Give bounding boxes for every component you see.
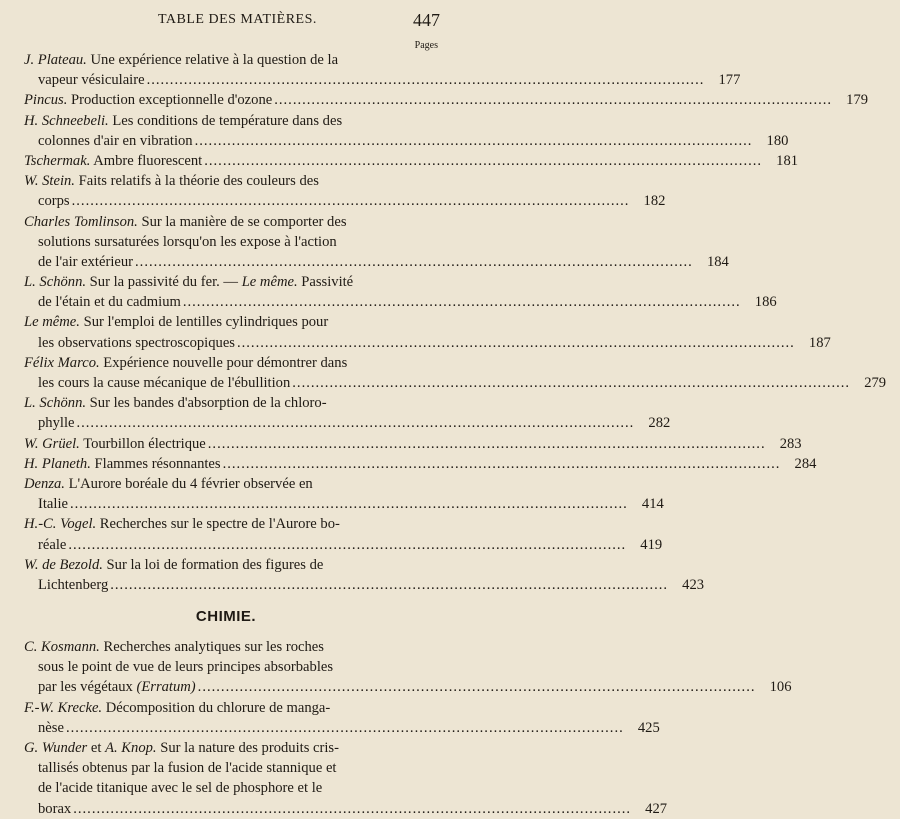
entry-title: Sur la manière de se comporter des (137, 213, 347, 230)
entry-title: Sur l'emploi de lentilles cylindriques pour (79, 314, 329, 331)
toc-entry (0, 555, 705, 595)
entry-author: W. Grüel. (24, 435, 80, 452)
entry-title: réale (38, 536, 67, 553)
toc-entry (0, 312, 831, 352)
entry-text-run (24, 454, 221, 474)
entry-author: W. Stein. (24, 173, 75, 190)
dot-leader: ........................................................................................................................ (194, 132, 753, 149)
entry-continuation-line (0, 657, 452, 677)
entry-text-run (38, 131, 193, 151)
entry-author: H. Schneebeli. (24, 112, 109, 129)
dot-leader: ........................................................................................................................ (73, 800, 632, 817)
entry-text-run (24, 90, 272, 110)
entry-text-run (38, 373, 290, 393)
entry-title: par les végétaux (38, 679, 133, 696)
entry-page-number: 180 (766, 132, 789, 149)
entry-continuation-line (0, 252, 729, 272)
entry-title: sous le point de vue de leurs principes absorbables (38, 659, 334, 676)
dot-leader: ........................................................................................................................ (292, 375, 851, 391)
dot-leader: ........................................................................................................................ (146, 72, 705, 89)
toc-entry (0, 111, 789, 151)
entry-page-number: 181 (776, 152, 799, 169)
entry-author: Le même. (241, 274, 298, 291)
entry-page-number: 106 (769, 679, 792, 696)
entry-text-run (38, 575, 108, 595)
entry-text-run (38, 413, 74, 433)
toc-entry (0, 272, 777, 312)
toc-entry (0, 353, 887, 393)
toc-entry (0, 454, 817, 474)
entry-title: de l'air extérieur (38, 253, 134, 270)
entry-title: tallisés obtenus par la fusion de l'acide stannique et (38, 760, 337, 777)
entry-title: Décomposition du chlorure de manga- (102, 699, 331, 716)
entry-first-line (0, 393, 452, 413)
entry-author: W. de Bezold. (24, 556, 103, 573)
entry-page-number: 184 (706, 253, 729, 270)
entry-title: Une expérience relative à la question de la (86, 52, 339, 68)
toc-entry (0, 738, 668, 819)
entry-title: colonnes d'air en vibration (38, 132, 193, 149)
entry-title: Faits relatifs à la théorie des couleurs des (74, 173, 319, 190)
entry-title: Expérience nouvelle pour démontrer dans (99, 354, 348, 371)
entry-title: Lichtenberg (38, 576, 109, 593)
entry-author: A. Knop. (105, 740, 157, 756)
entry-page-number: 419 (640, 536, 663, 553)
dot-leader: ........................................................................................................................ (71, 193, 630, 210)
toc-entry (0, 212, 729, 273)
page-number: 447 (413, 10, 440, 30)
entry-first-line (0, 514, 452, 534)
entry-title: Ambre fluorescent (90, 152, 203, 169)
entry-page-number: 279 (864, 375, 887, 391)
entry-author: J. Plateau. (24, 52, 87, 68)
entry-title: Passivité (297, 274, 354, 291)
entry-page-number: 425 (637, 719, 660, 736)
entry-text-run (24, 151, 202, 171)
entry-continuation-line (0, 677, 792, 697)
entry-title: Sur la loi de formation des figures de (102, 556, 324, 573)
toc-entries (0, 50, 887, 819)
entry-page-number: 414 (641, 496, 664, 513)
entry-continuation-line (0, 758, 452, 778)
entry-first-line (0, 555, 452, 575)
entry-title: Tourbillon électrique (79, 435, 206, 452)
entry-page-number: 423 (682, 576, 705, 593)
entry-first-line (0, 434, 802, 454)
entry-title: corps (38, 193, 70, 210)
toc-entry (0, 50, 741, 90)
entry-continuation-line (0, 799, 668, 819)
entry-page-number: 284 (794, 455, 817, 472)
entry-continuation-line (0, 373, 887, 393)
entry-first-line (0, 312, 452, 332)
entry-author: H.-C. Vogel. (24, 516, 97, 533)
entry-author: H. Planeth. (24, 455, 91, 472)
dot-leader: ........................................................................................................................ (110, 576, 669, 593)
entry-author: G. Wunder (24, 740, 88, 756)
entry-author: Le même. (24, 314, 80, 331)
entry-title: les cours la cause mécanique de l'ébullition (38, 375, 291, 391)
entry-continuation-line (0, 494, 664, 514)
toc-entry (0, 151, 799, 171)
entry-first-line (0, 637, 452, 657)
entry-title: Production exceptionnelle d'ozone (67, 92, 273, 109)
dot-leader: ........................................................................................................................ (182, 294, 741, 311)
entry-author: Denza. (24, 475, 65, 492)
toc-entry (0, 474, 664, 514)
entry-title: de l'acide titanique avec le sel de phosphore et le (38, 780, 323, 797)
entry-author: L. Schönn. (24, 274, 87, 291)
toc-entry (0, 434, 802, 454)
entry-first-line (0, 151, 799, 171)
entry-title: Recherches analytiques sur les roches (99, 639, 324, 656)
entry-author: Félix Marco. (24, 354, 100, 371)
entry-note: (Erratum) (136, 679, 196, 696)
entry-first-line (0, 171, 452, 191)
entry-page-number: 182 (643, 193, 666, 210)
entry-first-line (0, 698, 452, 718)
entry-title: Sur la passivité du fer. — (86, 274, 242, 291)
dot-leader: ........................................................................................................................ (76, 415, 635, 432)
section-heading: CHIMIE. (195, 608, 257, 626)
entry-first-line (0, 50, 452, 70)
entry-text-run (38, 677, 196, 697)
entry-text-run (38, 252, 133, 272)
entry-title: L'Aurore boréale du 4 février observée en (64, 475, 313, 492)
entry-author: C. Kosmann. (24, 639, 100, 656)
entry-text-run (38, 333, 235, 353)
entry-text-run (38, 70, 145, 90)
dot-leader: ........................................................................................................................ (197, 679, 756, 696)
dot-leader: ........................................................................................................................ (222, 455, 781, 472)
dot-leader: ........................................................................................................................ (135, 253, 693, 270)
entry-first-line (0, 353, 452, 373)
entry-continuation-line (0, 718, 660, 738)
entry-first-line (0, 474, 452, 494)
entry-text-run (38, 191, 70, 211)
entry-page-number: 187 (808, 334, 831, 351)
entry-title: solutions sursaturées lorsqu'on les expose à l'action (38, 233, 337, 250)
entry-continuation-line (0, 232, 452, 252)
entry-title: Recherches sur le spectre de l'Aurore bo- (96, 516, 340, 533)
entry-text-run (38, 718, 64, 738)
entry-text-run (38, 535, 66, 555)
entry-author: Pincus. (24, 92, 68, 109)
entry-author: L. Schönn. (24, 395, 87, 412)
entry-text-run (38, 292, 181, 312)
running-head (0, 10, 452, 34)
entry-page-number: 283 (779, 435, 802, 452)
entry-text-run (38, 494, 68, 514)
entry-continuation-line (0, 778, 452, 798)
entry-title: de l'étain et du cadmium (38, 294, 181, 311)
entry-title: Italie (38, 496, 68, 513)
entry-page-number: 186 (754, 294, 777, 311)
entry-first-line (0, 272, 452, 292)
entry-title: Flammes résonnantes (90, 455, 221, 472)
entry-title: Sur les bandes d'absorption de la chloro- (86, 395, 327, 412)
entry-text-run (38, 799, 71, 819)
entry-page-number: 179 (846, 92, 869, 109)
entry-first-line (0, 90, 869, 110)
entry-first-line (0, 454, 817, 474)
entry-continuation-line (0, 413, 671, 433)
entry-author: Tschermak. (24, 152, 91, 169)
entry-text-run (24, 434, 206, 454)
entry-first-line (0, 212, 452, 232)
entry-title: les observations spectroscopiques (38, 334, 235, 351)
entry-author: Charles Tomlinson. (24, 213, 138, 230)
dot-leader: ........................................................................................................................ (207, 435, 766, 452)
entry-page-number: 177 (718, 72, 741, 89)
entry-first-line (0, 738, 452, 758)
toc-entry (0, 637, 792, 698)
toc-entry (0, 514, 663, 554)
running-title: TABLE DES MATIÈRES. (158, 12, 317, 27)
entry-continuation-line (0, 535, 663, 555)
dot-leader: ........................................................................................................................ (69, 496, 628, 513)
entry-page-number: 427 (645, 800, 668, 817)
entry-title: vapeur vésiculaire (38, 72, 145, 89)
entry-continuation-line (0, 70, 741, 90)
toc-entry (0, 698, 660, 738)
dot-leader: ........................................................................................................................ (68, 536, 627, 553)
entry-continuation-line (0, 333, 831, 353)
entry-title: et (87, 740, 106, 756)
entry-continuation-line (0, 131, 789, 151)
dot-leader: ........................................................................................................................ (204, 152, 763, 169)
entry-title: phylle (38, 415, 75, 432)
toc-entry (0, 90, 869, 110)
dot-leader: ........................................................................................................................ (236, 334, 795, 351)
entry-author: F.-W. Krecke. (24, 699, 103, 716)
toc-entry (0, 171, 666, 211)
dot-leader: ........................................................................................................................ (274, 92, 833, 109)
entry-first-line (0, 111, 452, 131)
entry-page-number: 282 (648, 415, 671, 432)
entry-title: borax (38, 800, 72, 817)
entry-continuation-line (0, 191, 666, 211)
entry-title: Sur la nature des produits cris- (156, 740, 339, 756)
toc-entry (0, 393, 671, 433)
entry-title: Les conditions de température dans des (108, 112, 343, 129)
entry-title: nèse (38, 719, 64, 736)
entry-continuation-line (0, 575, 705, 595)
dot-leader: ........................................................................................................................ (65, 719, 624, 736)
entry-continuation-line (0, 292, 777, 312)
pages-column-label: Pages (414, 40, 438, 51)
